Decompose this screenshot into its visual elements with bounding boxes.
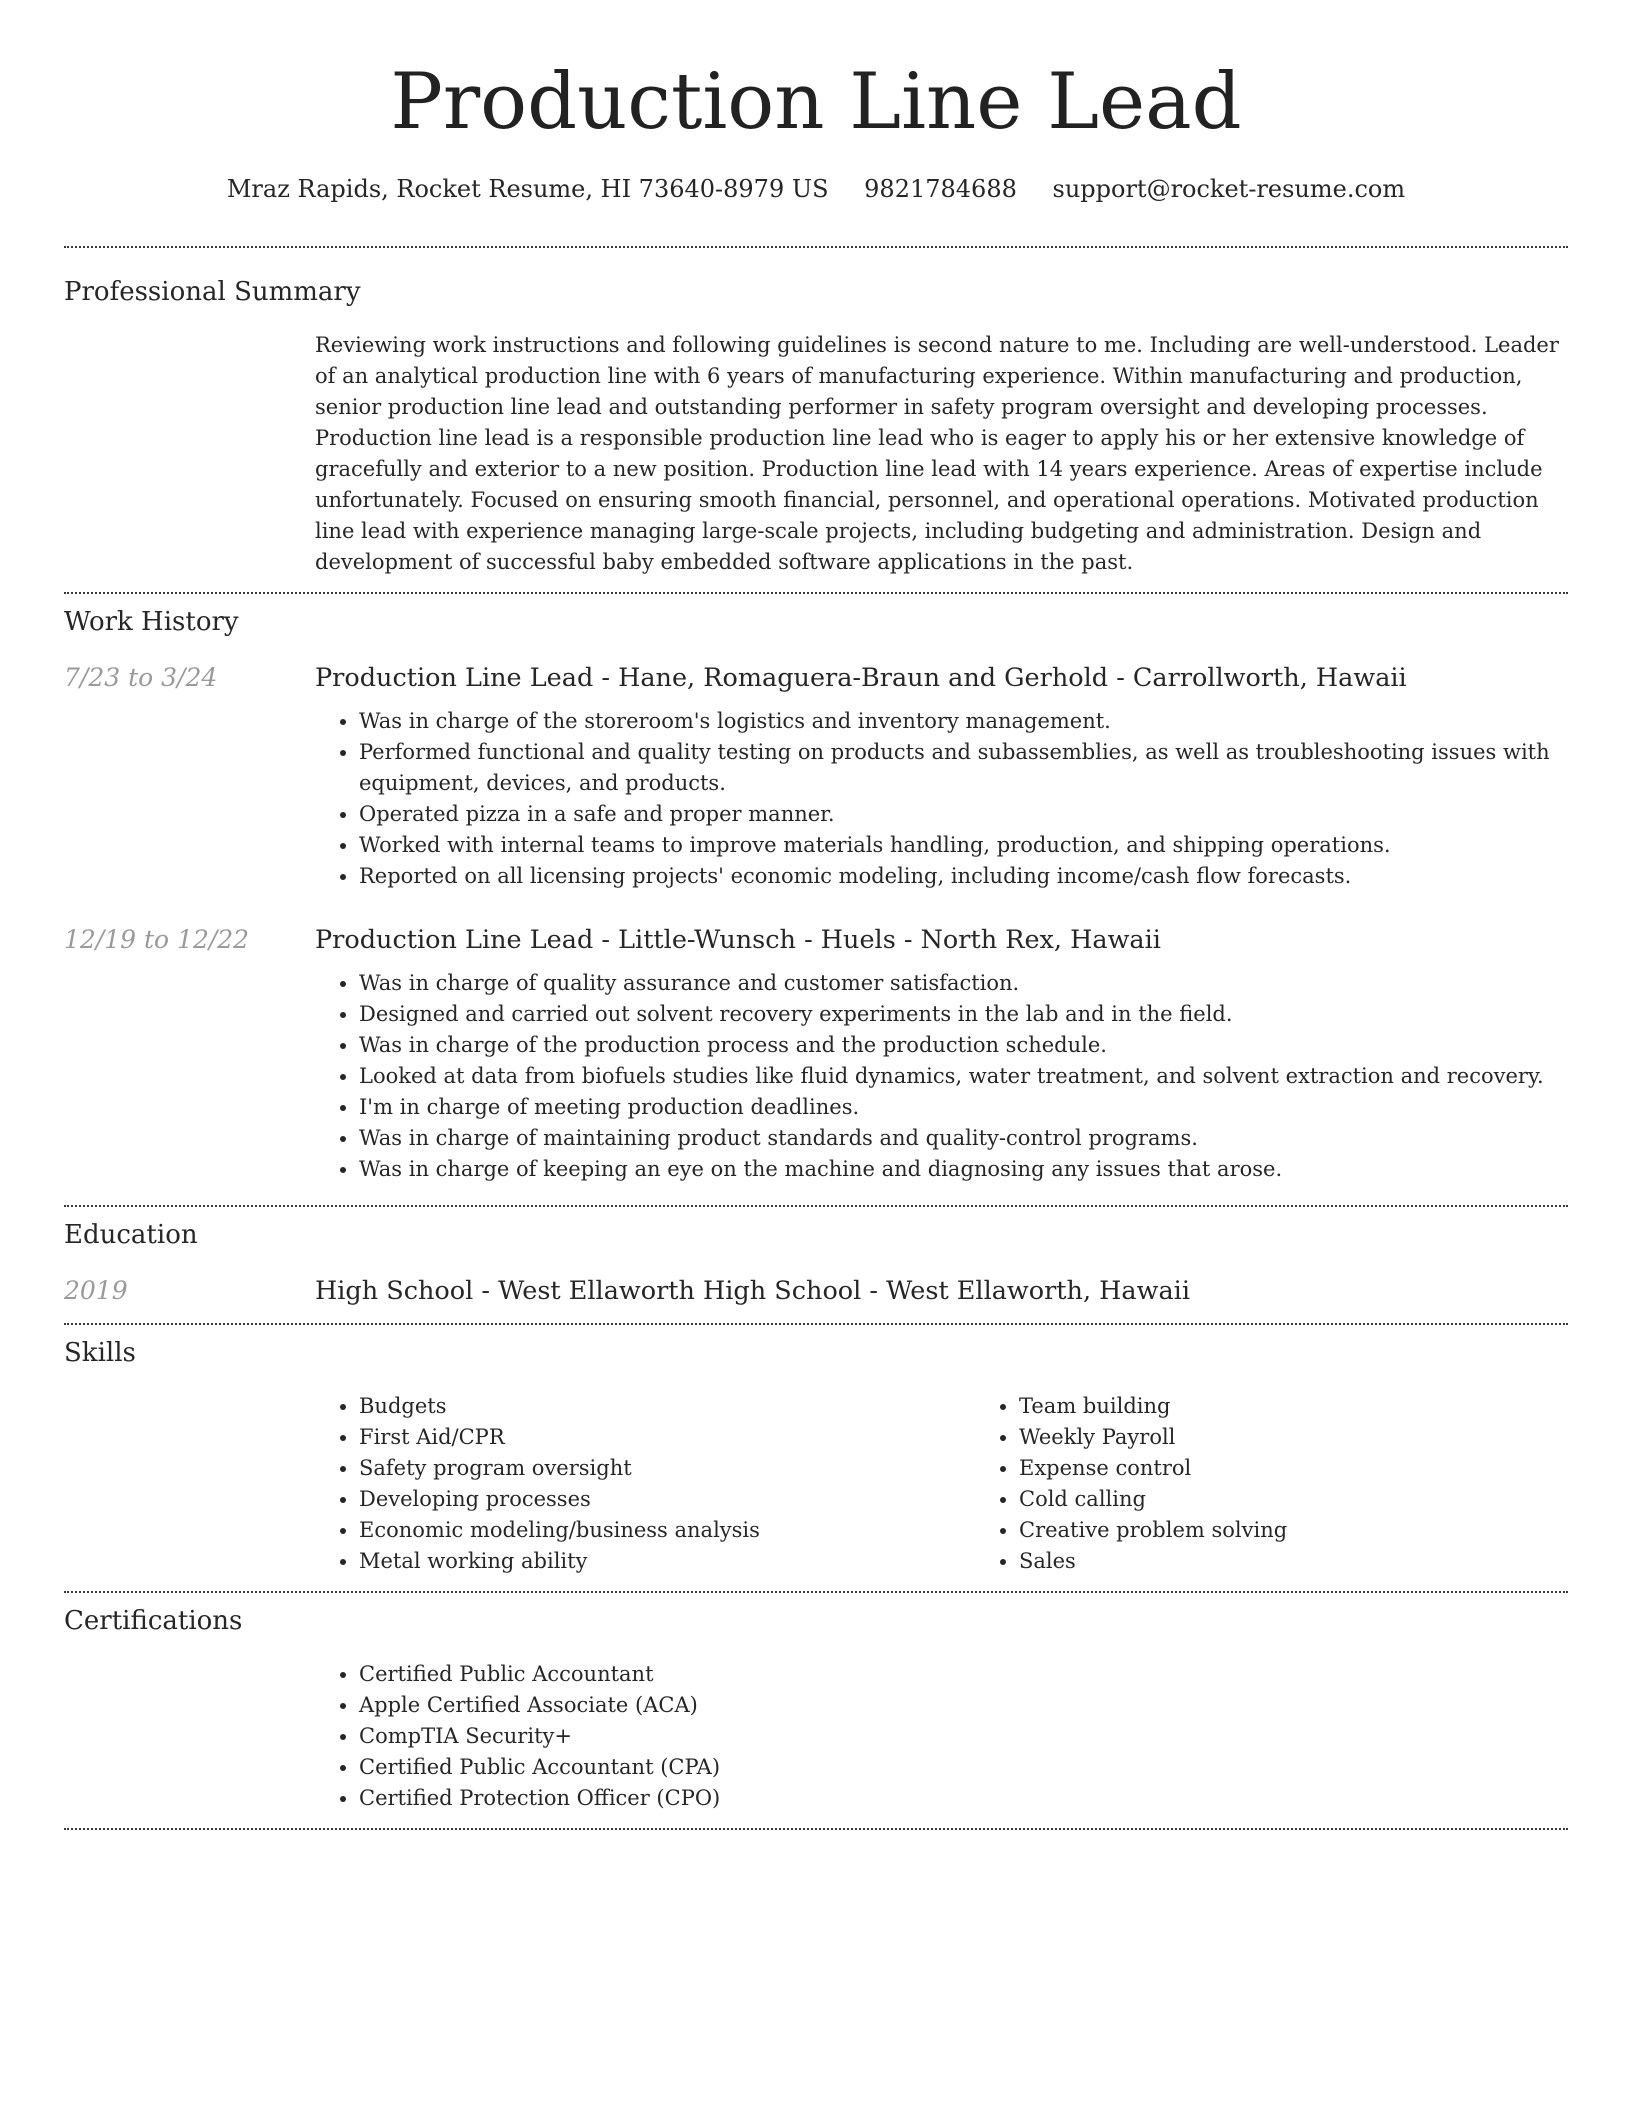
job-dates: 12/19 to 12/22	[64, 925, 250, 954]
list-item: • First Aid/CPR	[359, 1422, 975, 1453]
job-bullets	[315, 706, 1568, 892]
certifications-spacer	[64, 1659, 315, 1814]
section-title-work: Work History	[64, 607, 239, 637]
education-entry	[64, 1273, 1568, 1309]
section-title-education: Education	[64, 1220, 198, 1250]
list-item: • Reported on all licensing projects' economic modeling, including income/cash flow forecasts.	[359, 861, 1568, 892]
list-item: • Sales	[1019, 1546, 1632, 1577]
section-title-summary: Professional Summary	[64, 277, 361, 307]
list-item: • Economic modeling/business analysis	[359, 1515, 975, 1546]
section-work-history	[64, 594, 1568, 1185]
list-item: • Metal working ability	[359, 1546, 975, 1577]
list-item: • Certified Public Accountant	[359, 1659, 1568, 1690]
job-dates: 7/23 to 3/24	[64, 663, 218, 692]
section-certifications	[64, 1593, 1568, 1814]
list-item: • Team building	[1019, 1391, 1632, 1422]
list-item: • Weekly Payroll	[1019, 1422, 1632, 1453]
list-item: • Certified Public Accountant (CPA)	[359, 1752, 1568, 1783]
job-entry	[64, 660, 1568, 892]
summary-spacer	[64, 330, 315, 578]
certifications-list	[315, 1659, 1568, 1814]
education-year: 2019	[64, 1276, 128, 1305]
job-heading: Production Line Lead - Hane, Romaguera-Braun and Gerhold - Carrollworth, Hawaii	[315, 663, 1407, 693]
section-education	[64, 1207, 1568, 1309]
list-item: • Developing processes	[359, 1484, 975, 1515]
contact-email: support@rocket-resume.com	[1052, 175, 1406, 203]
section-title-certifications: Certifications	[64, 1606, 243, 1636]
job-entry	[64, 922, 1568, 1185]
list-item: • Apple Certified Associate (ACA)	[359, 1690, 1568, 1721]
skills-list-right	[975, 1391, 1632, 1577]
skills-list-left	[315, 1391, 975, 1577]
contact-line	[64, 172, 1568, 206]
list-item: • Worked with internal teams to improve materials handling, production, and shipping operations.	[359, 830, 1568, 861]
divider	[64, 1828, 1568, 1830]
list-item: • Creative problem solving	[1019, 1515, 1632, 1546]
list-item: • CompTIA Security+	[359, 1721, 1568, 1752]
list-item: • Was in charge of the storeroom's logistics and inventory management.	[359, 706, 1568, 737]
list-item: • Designed and carried out solvent recovery experiments in the lab and in the field.	[359, 999, 1568, 1030]
list-item: • Performed functional and quality testing on products and subassemblies, as well as troubleshooting issues with equipment, devices, and products.	[359, 737, 1568, 799]
list-item: • Certified Protection Officer (CPO)	[359, 1783, 1568, 1814]
section-summary	[64, 248, 1568, 578]
list-item: • Safety program oversight	[359, 1453, 975, 1484]
candidate-name: Production Line Lead	[390, 57, 1242, 147]
contact-address: Mraz Rapids, Rocket Resume, HI 73640-8979 US	[226, 175, 829, 203]
summary-text: Reviewing work instructions and following guidelines is second nature to me. Including are well-understood. Leader of an analytical production line with 6 years of manufacturing experience. Within manufacturing and production, senior production line lead and outstanding performer in safety program oversight and developing processes. Production line lead is a responsible production line lead who is eager to apply his or her extensive knowledge of gracefully and exterior to a new position. Production line lead with 14 years experience. Areas of expertise include unfortunately. Focused on ensuring smooth financial, personnel, and operational operations. Motivated production line lead with experience managing large-scale projects, including budgeting and administration. Design and development of successful baby embedded software applications in the past.	[315, 333, 1559, 574]
education-heading: High School - West Ellaworth High School - West Ellaworth, Hawaii	[315, 1276, 1190, 1306]
job-bullets	[315, 968, 1568, 1185]
list-item: • Was in charge of keeping an eye on the machine and diagnosing any issues that arose.	[359, 1154, 1568, 1185]
list-item: • Expense control	[1019, 1453, 1632, 1484]
section-title-skills: Skills	[64, 1338, 136, 1368]
list-item: • Was in charge of maintaining product standards and quality-control programs.	[359, 1123, 1568, 1154]
list-item: • I'm in charge of meeting production deadlines.	[359, 1092, 1568, 1123]
list-item: • Budgets	[359, 1391, 975, 1422]
section-skills	[64, 1325, 1568, 1577]
list-item: • Was in charge of quality assurance and customer satisfaction.	[359, 968, 1568, 999]
contact-phone: 9821784688	[864, 175, 1017, 203]
list-item: • Looked at data from biofuels studies like fluid dynamics, water treatment, and solvent extraction and recovery.	[359, 1061, 1568, 1092]
list-item: • Operated pizza in a safe and proper manner.	[359, 799, 1568, 830]
job-heading: Production Line Lead - Little-Wunsch - Huels - North Rex, Hawaii	[315, 925, 1161, 955]
skills-spacer	[64, 1391, 315, 1577]
list-item: • Was in charge of the production process and the production schedule.	[359, 1030, 1568, 1061]
list-item: • Cold calling	[1019, 1484, 1632, 1515]
